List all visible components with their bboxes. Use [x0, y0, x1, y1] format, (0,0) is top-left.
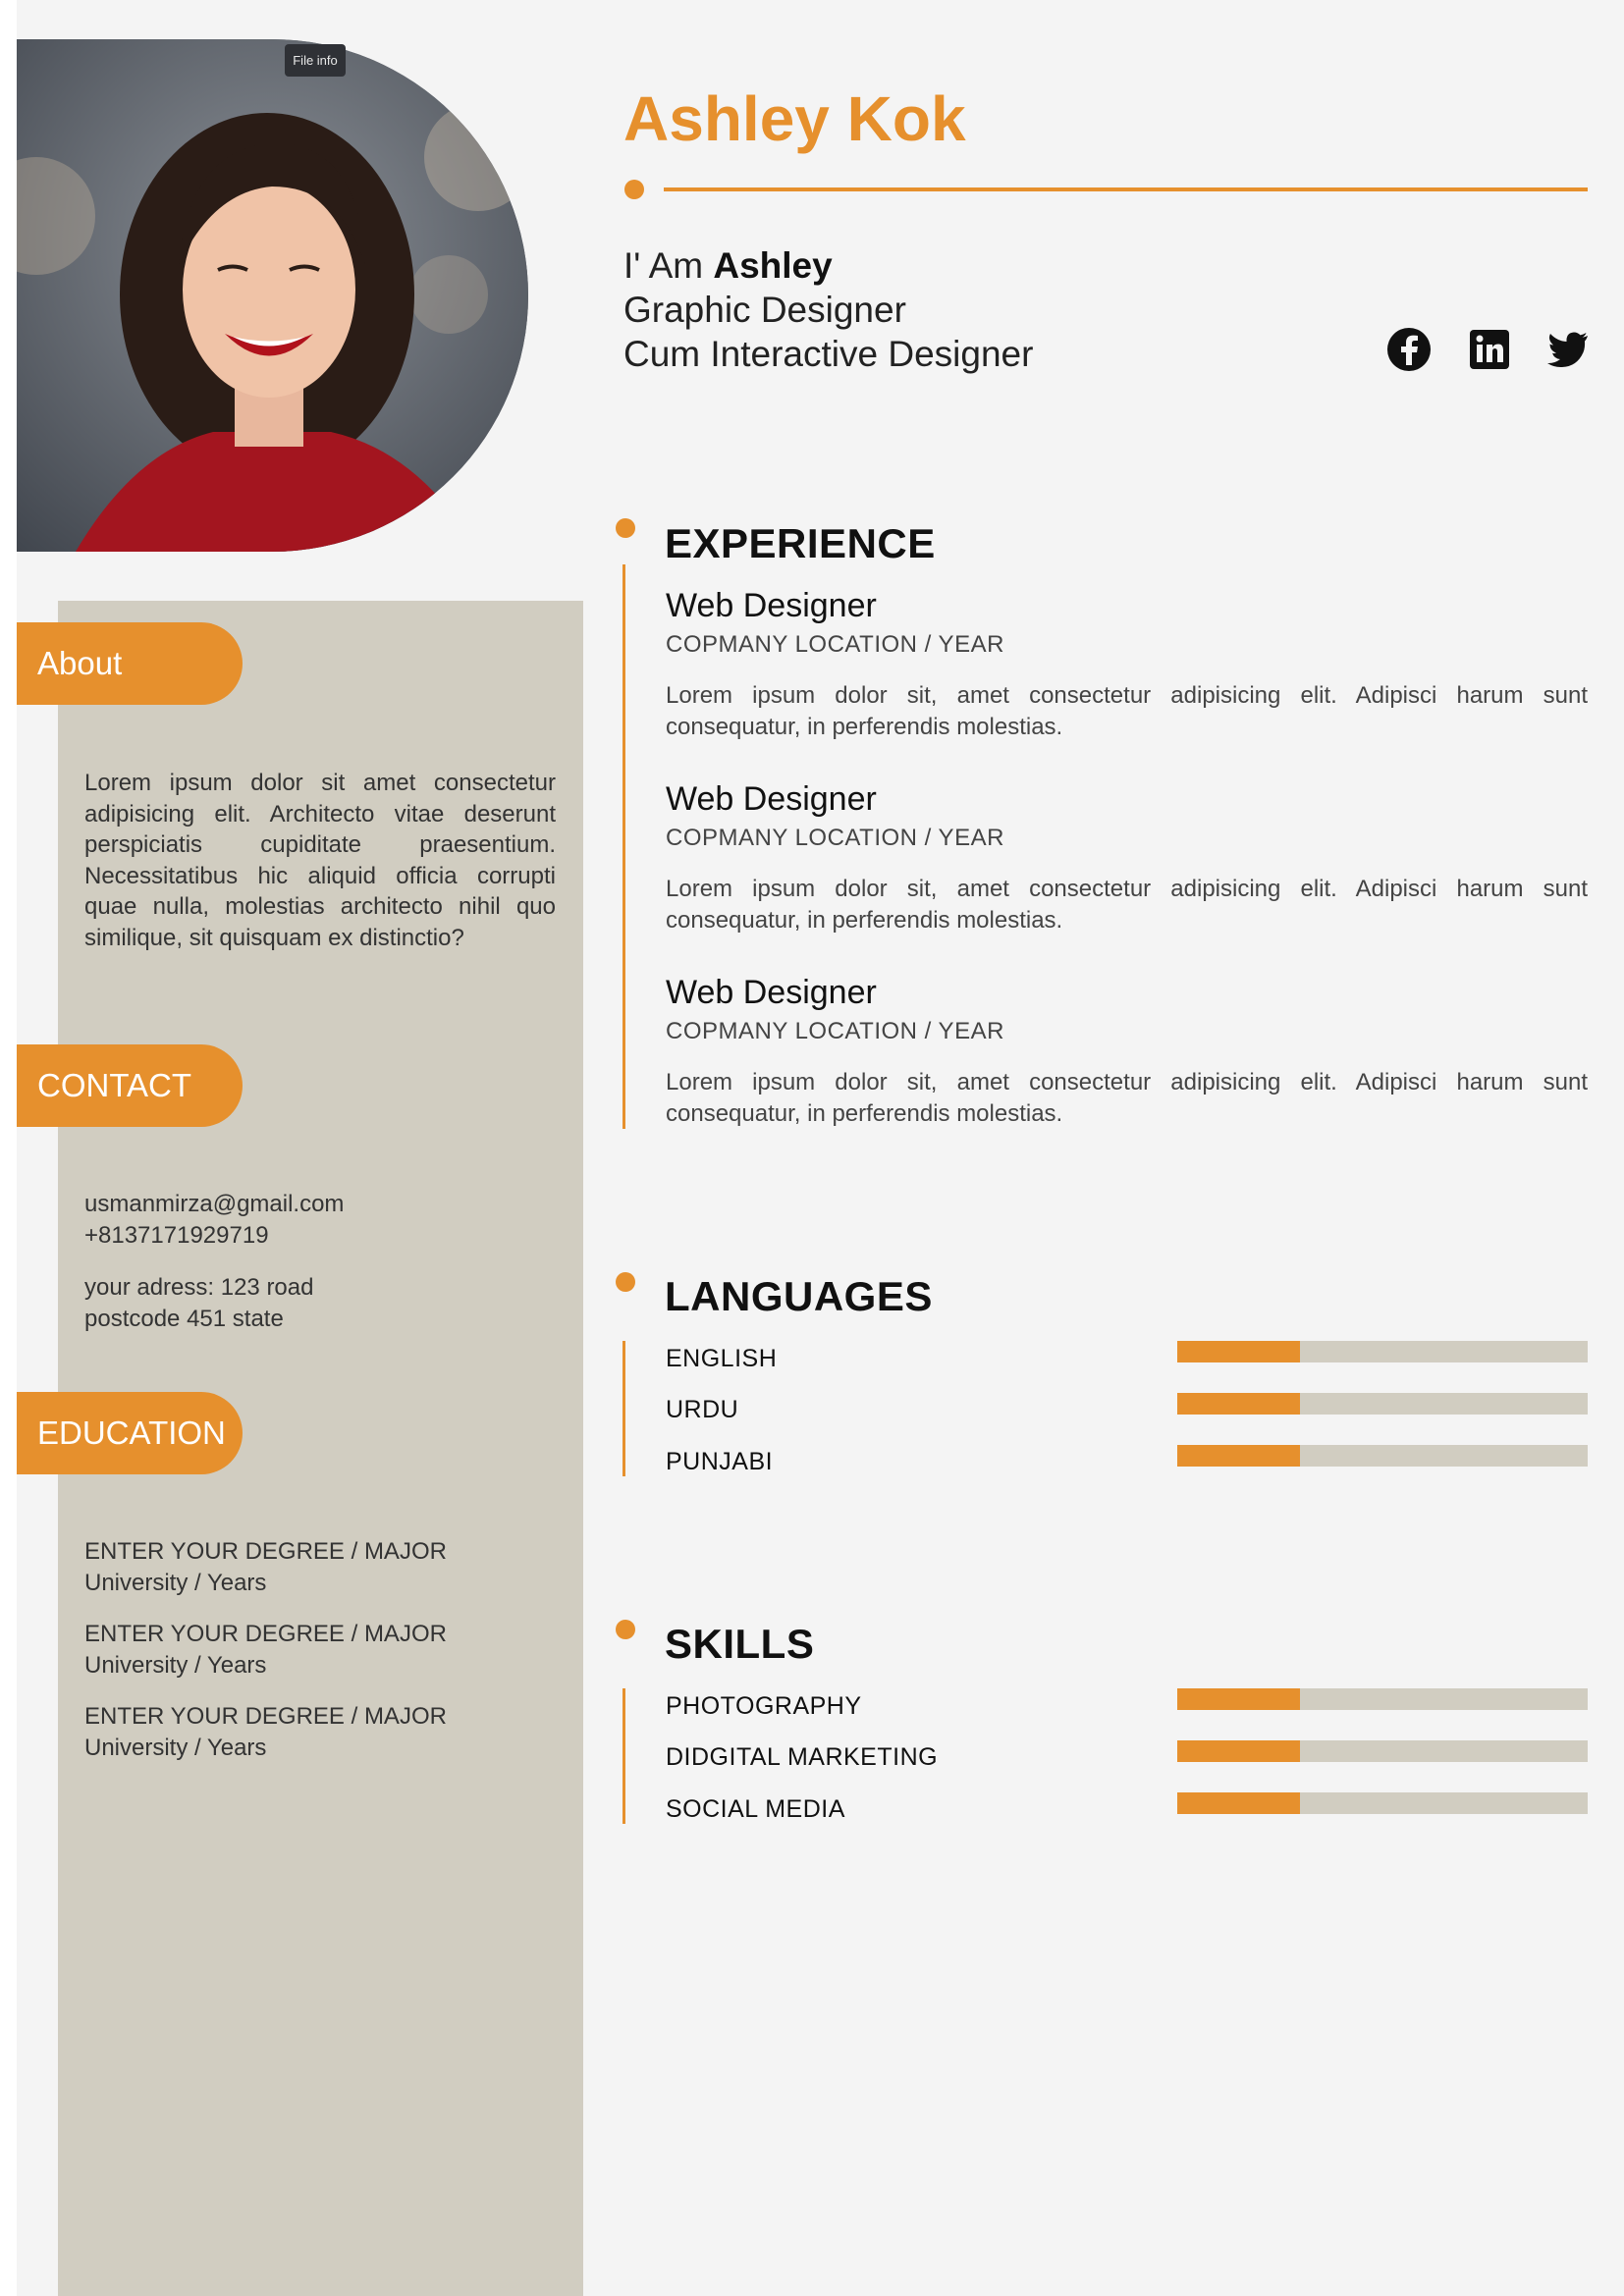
job-meta: COPMANY LOCATION / YEAR	[666, 1018, 1004, 1044]
experience-line	[623, 564, 625, 1129]
job-meta: COPMANY LOCATION / YEAR	[666, 825, 1004, 851]
education-degree: ENTER YOUR DEGREE / MAJOR	[84, 1703, 447, 1730]
job-description: Lorem ipsum dolor sit, amet consectetur adipisicing elit. Adipisci harum sunt consequatur, in perferendis molestias.	[666, 682, 1588, 740]
language-name: URDU	[666, 1396, 739, 1423]
skill-level-bar	[1177, 1740, 1588, 1762]
languages-line	[623, 1341, 625, 1476]
job-title: Web Designer	[666, 780, 877, 818]
twitter-icon[interactable]	[1544, 326, 1592, 373]
education-school: University / Years	[84, 1734, 267, 1761]
education-degree: ENTER YOUR DEGREE / MAJOR	[84, 1621, 447, 1647]
education-item	[84, 1619, 556, 1681]
language-name: PUNJABI	[666, 1448, 774, 1475]
contact-phone: +8137171929719	[84, 1221, 269, 1249]
experience-dot	[616, 518, 635, 538]
intro-name: Ashley	[713, 245, 833, 286]
education-heading: EDUCATION	[17, 1392, 243, 1474]
intro	[623, 243, 1033, 376]
skills-line	[623, 1688, 625, 1824]
education-school: University / Years	[84, 1651, 267, 1679]
contact-address-line2: postcode 451 state	[84, 1305, 284, 1332]
experience-heading: EXPERIENCE	[665, 520, 936, 566]
languages-dot	[616, 1272, 635, 1292]
education-item	[84, 1701, 556, 1763]
file-info-button[interactable]: File info	[285, 44, 346, 77]
education-degree: ENTER YOUR DEGREE / MAJOR	[84, 1538, 447, 1565]
linkedin-icon[interactable]	[1466, 326, 1513, 373]
job-title: Web Designer	[666, 587, 877, 624]
skills-dot	[616, 1620, 635, 1639]
skill-name: PHOTOGRAPHY	[666, 1692, 862, 1720]
job-description: Lorem ipsum dolor sit, amet consectetur adipisicing elit. Adipisci harum sunt consequatur, in perferendis molestias.	[666, 1069, 1588, 1127]
about-heading: About	[17, 622, 243, 705]
facebook-icon[interactable]	[1385, 326, 1433, 373]
skills-heading: SKILLS	[665, 1621, 815, 1667]
skill-level-bar	[1177, 1792, 1588, 1814]
candidate-name: Ashley Kok	[623, 83, 966, 154]
education-school: University / Years	[84, 1569, 267, 1596]
skill-name: DIDGITAL MARKETING	[666, 1743, 939, 1771]
role-line-2: Cum Interactive Designer	[623, 334, 1034, 374]
header-dot	[624, 180, 644, 199]
header-divider	[664, 187, 1588, 191]
contact-address-line1: your adress: 123 road	[84, 1274, 314, 1301]
role-line-1: Graphic Designer	[623, 290, 906, 330]
contact-info	[84, 1189, 556, 1334]
language-level-bar	[1177, 1393, 1588, 1415]
about-text: Lorem ipsum dolor sit amet consectetur adipisicing elit. Architecto vitae deserunt perspiciatis cupiditate praesentium. Necessitatibus hic aliquid officia corrupti quae nulla, molestias architecto nihil quo similique, sit quisquam ex distinctio?	[84, 770, 556, 951]
job-description: Lorem ipsum dolor sit, amet consectetur adipisicing elit. Adipisci harum sunt consequatur, in perferendis molestias.	[666, 876, 1588, 934]
language-level-bar	[1177, 1445, 1588, 1467]
contact-email[interactable]: usmanmirza@gmail.com	[84, 1191, 345, 1217]
languages-heading: LANGUAGES	[665, 1273, 933, 1319]
contact-heading: CONTACT	[17, 1044, 243, 1127]
education-list	[84, 1536, 556, 1763]
skill-level-bar	[1177, 1688, 1588, 1710]
skill-name: SOCIAL MEDIA	[666, 1795, 845, 1823]
intro-prefix: I' Am	[623, 245, 714, 286]
job-meta: COPMANY LOCATION / YEAR	[666, 631, 1004, 658]
profile-photo	[17, 39, 528, 552]
language-level-bar	[1177, 1341, 1588, 1362]
job-title: Web Designer	[666, 974, 877, 1011]
language-name: ENGLISH	[666, 1345, 778, 1372]
education-item	[84, 1536, 556, 1598]
